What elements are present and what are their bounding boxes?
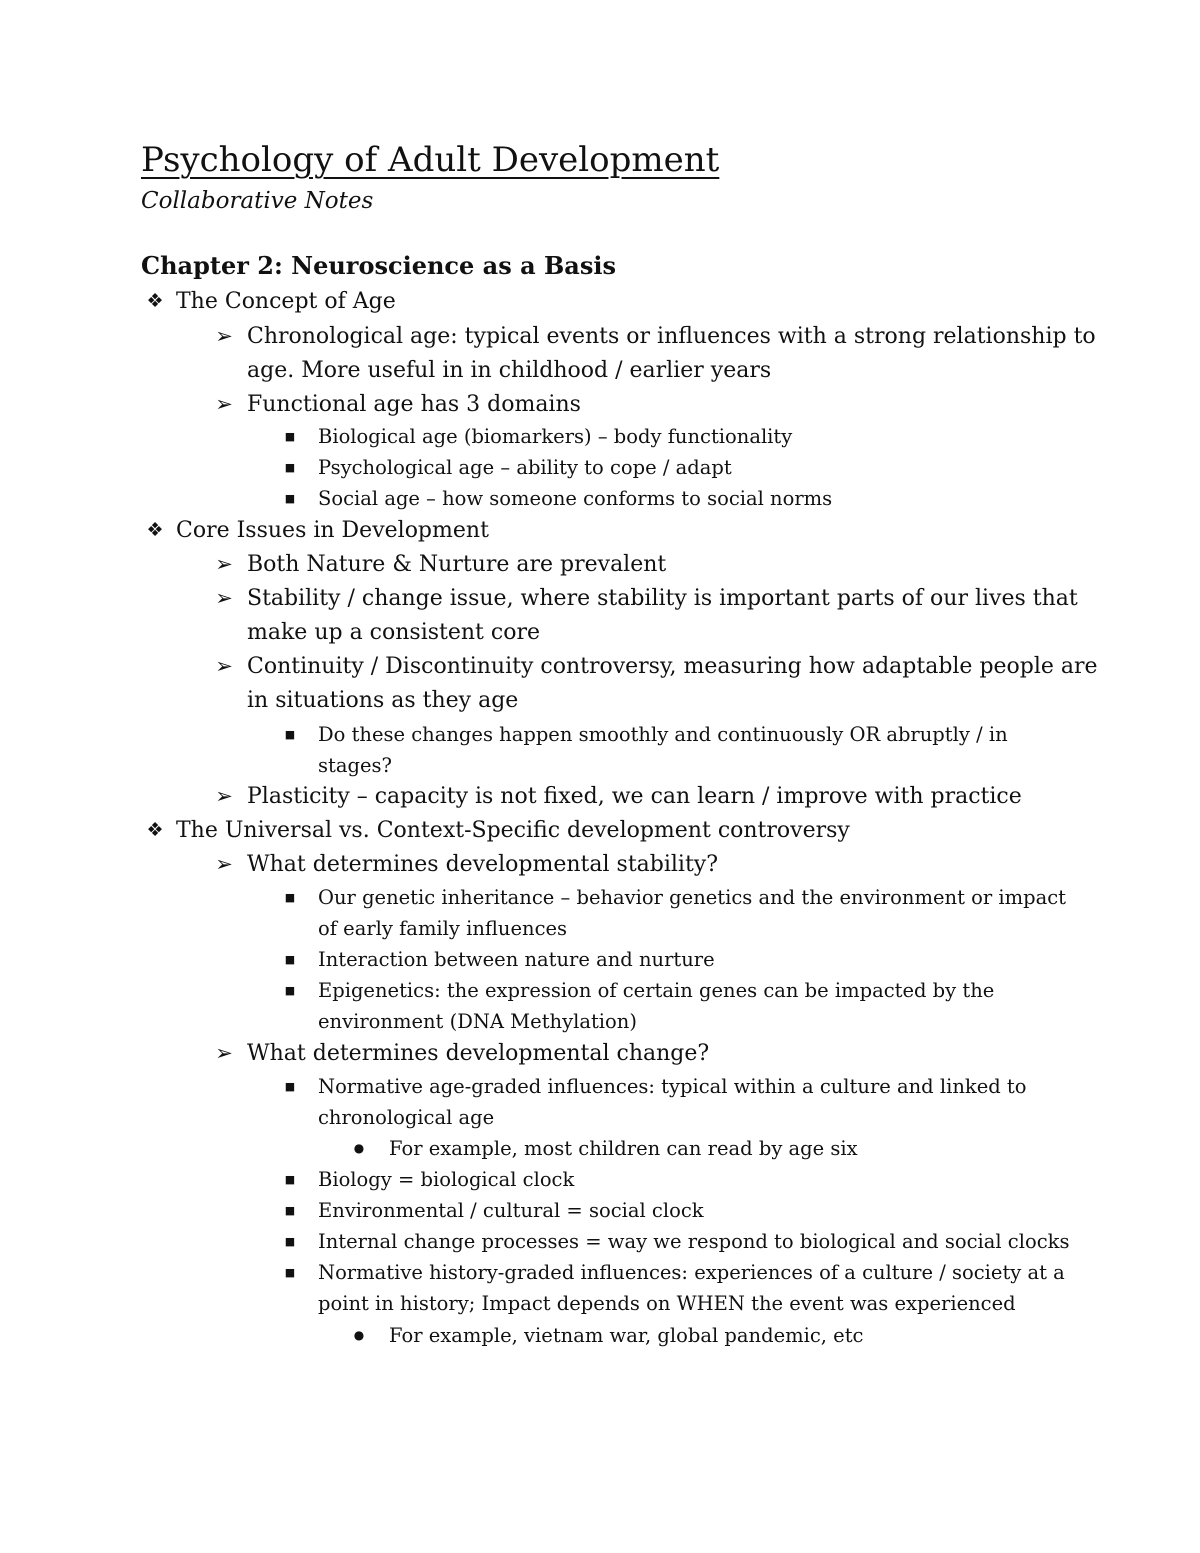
list-item: Environmental / cultural = social clock	[318, 1199, 704, 1222]
diamond-bullet-icon: ❖	[146, 290, 164, 312]
arrow-bullet-icon: ➢	[215, 324, 233, 348]
square-bullet-icon: ■	[284, 891, 296, 904]
square-bullet-icon: ■	[284, 984, 296, 997]
list-item: Do these changes happen smoothly and continuously OR abruptly / in	[318, 723, 1008, 746]
arrow-bullet-icon: ➢	[215, 852, 233, 876]
list-item-continuation: of early family influences	[318, 917, 568, 940]
square-bullet-icon: ■	[284, 1235, 296, 1248]
list-item-continuation: chronological age	[318, 1106, 495, 1129]
list-item: Interaction between nature and nurture	[318, 948, 715, 971]
document-title: Psychology of Adult Development	[141, 140, 720, 180]
list-item: Biological age (biomarkers) – body functionality	[318, 425, 793, 448]
list-item: Our genetic inheritance – behavior genetics and the environment or impact	[318, 886, 1066, 909]
diamond-bullet-icon: ❖	[146, 519, 164, 541]
list-item: Plasticity – capacity is not fixed, we can learn / improve with practice	[247, 784, 1022, 809]
list-item: For example, vietnam war, global pandemic, etc	[389, 1324, 864, 1347]
list-item: The Universal vs. Context-Specific development controversy	[176, 818, 850, 843]
list-item: For example, most children can read by age six	[389, 1137, 858, 1160]
list-item-continuation: stages?	[318, 754, 392, 777]
square-bullet-icon: ■	[284, 728, 296, 741]
list-item: Core Issues in Development	[176, 518, 489, 543]
square-bullet-icon: ■	[284, 953, 296, 966]
list-item: Normative age-graded influences: typical within a culture and linked to	[318, 1075, 1027, 1098]
list-item-continuation: age. More useful in in childhood / earlier years	[247, 358, 772, 383]
list-item-continuation: make up a consistent core	[247, 620, 540, 645]
list-item: Stability / change issue, where stability is important parts of our lives that	[247, 586, 1078, 611]
document-subtitle: Collaborative Notes	[141, 188, 374, 214]
list-item: Both Nature & Nurture are prevalent	[247, 552, 667, 577]
list-item: Epigenetics: the expression of certain genes can be impacted by the	[318, 979, 995, 1002]
square-bullet-icon: ■	[284, 492, 296, 505]
arrow-bullet-icon: ➢	[215, 586, 233, 610]
square-bullet-icon: ■	[284, 461, 296, 474]
dot-bullet-icon: ●	[353, 1141, 365, 1155]
arrow-bullet-icon: ➢	[215, 392, 233, 416]
list-item: Chronological age: typical events or influences with a strong relationship to	[247, 324, 1096, 349]
arrow-bullet-icon: ➢	[215, 552, 233, 576]
square-bullet-icon: ■	[284, 1204, 296, 1217]
list-item: Internal change processes = way we respond to biological and social clocks	[318, 1230, 1070, 1253]
list-item: Social age – how someone conforms to social norms	[318, 487, 833, 510]
list-item: Biology = biological clock	[318, 1168, 575, 1191]
list-item: What determines developmental change?	[247, 1041, 710, 1066]
dot-bullet-icon: ●	[353, 1328, 365, 1342]
square-bullet-icon: ■	[284, 1173, 296, 1186]
arrow-bullet-icon: ➢	[215, 654, 233, 678]
arrow-bullet-icon: ➢	[215, 784, 233, 808]
list-item: Normative history-graded influences: experiences of a culture / society at a	[318, 1261, 1065, 1284]
square-bullet-icon: ■	[284, 1266, 296, 1279]
list-item: Functional age has 3 domains	[247, 392, 581, 417]
list-item-continuation: environment (DNA Methylation)	[318, 1010, 637, 1033]
list-item: The Concept of Age	[176, 289, 396, 314]
list-item-continuation: point in history; Impact depends on WHEN the event was experienced	[318, 1292, 1016, 1315]
arrow-bullet-icon: ➢	[215, 1041, 233, 1065]
list-item: What determines developmental stability?	[247, 852, 719, 877]
list-item: Continuity / Discontinuity controversy, measuring how adaptable people are	[247, 654, 1098, 679]
square-bullet-icon: ■	[284, 430, 296, 443]
list-item: Psychological age – ability to cope / adapt	[318, 456, 732, 479]
chapter-heading: Chapter 2: Neuroscience as a Basis	[141, 251, 616, 280]
square-bullet-icon: ■	[284, 1080, 296, 1093]
diamond-bullet-icon: ❖	[146, 819, 164, 841]
list-item-continuation: in situations as they age	[247, 688, 519, 713]
